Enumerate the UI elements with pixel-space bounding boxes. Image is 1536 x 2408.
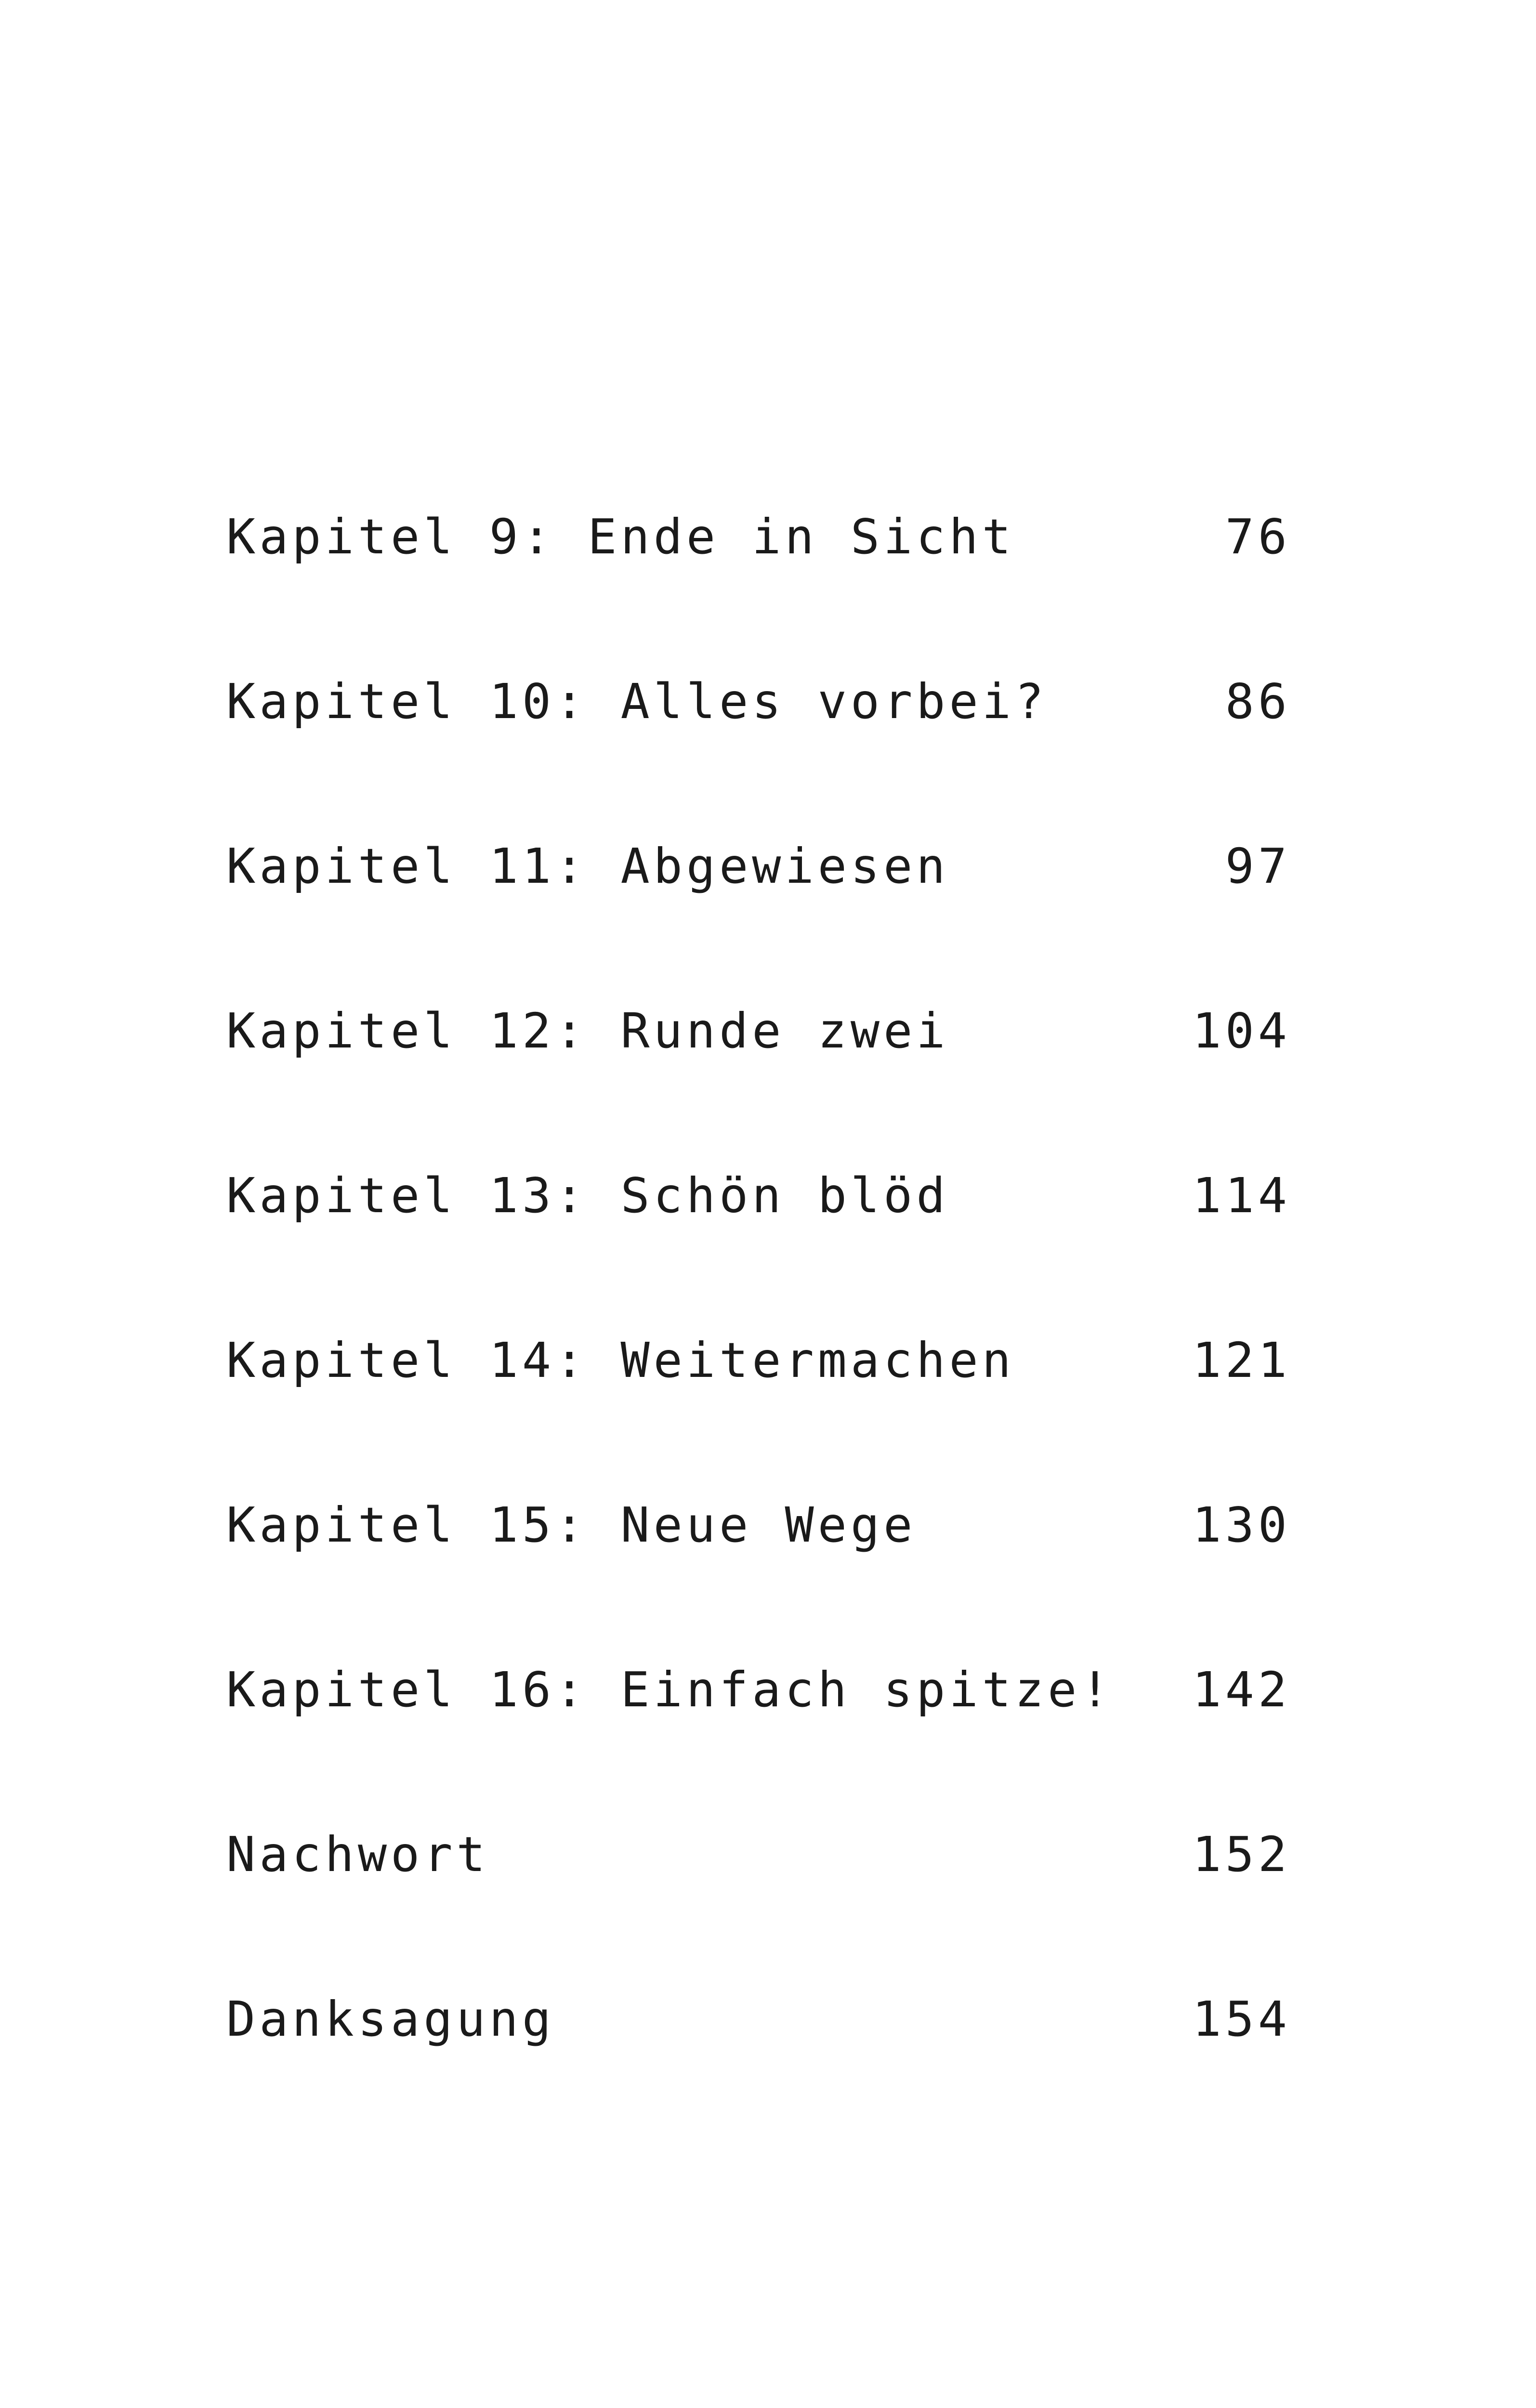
toc-entry-page: 97 (1225, 838, 1291, 894)
toc-entry-title: Kapitel 14: Weitermachen (226, 1332, 1015, 1388)
toc-entry-page: 86 (1225, 673, 1291, 730)
toc-entry-title: Kapitel 16: Einfach spitze! (226, 1662, 1114, 1718)
toc-entry-page: 154 (1192, 1991, 1291, 2047)
toc-entry-chapter-9[interactable] (226, 482, 1291, 646)
toc-entry-chapter-12[interactable] (226, 976, 1291, 1140)
toc-entry-chapter-10[interactable] (226, 646, 1291, 811)
toc-entry-nachwort[interactable] (226, 1799, 1291, 1964)
toc-entry-chapter-13[interactable] (226, 1140, 1291, 1305)
toc-entry-chapter-14[interactable] (226, 1305, 1291, 1470)
toc-entry-title: Kapitel 11: Abgewiesen (226, 838, 949, 894)
toc-entry-page: 130 (1192, 1497, 1291, 1553)
toc-entry-title: Danksagung (226, 1991, 555, 2047)
table-of-contents (226, 482, 1291, 2129)
toc-entry-title: Kapitel 9: Ende in Sicht (226, 509, 1015, 565)
toc-entry-chapter-15[interactable] (226, 1470, 1291, 1635)
toc-entry-page: 142 (1192, 1662, 1291, 1718)
toc-entry-page: 114 (1192, 1167, 1291, 1224)
toc-entry-page: 152 (1192, 1826, 1291, 1883)
toc-entry-chapter-11[interactable] (226, 811, 1291, 976)
toc-entry-title: Kapitel 15: Neue Wege (226, 1497, 917, 1553)
toc-entry-title: Kapitel 12: Runde zwei (226, 1003, 949, 1059)
toc-entry-page: 121 (1192, 1332, 1291, 1388)
toc-entry-chapter-16[interactable] (226, 1635, 1291, 1799)
toc-entry-page: 104 (1192, 1003, 1291, 1059)
toc-entry-page: 76 (1225, 509, 1291, 565)
toc-entry-title: Kapitel 10: Alles vorbei? (226, 673, 1048, 730)
toc-entry-danksagung[interactable] (226, 1964, 1291, 2129)
toc-entry-title: Kapitel 13: Schön blöd (226, 1167, 949, 1224)
toc-entry-title: Nachwort (226, 1826, 489, 1883)
